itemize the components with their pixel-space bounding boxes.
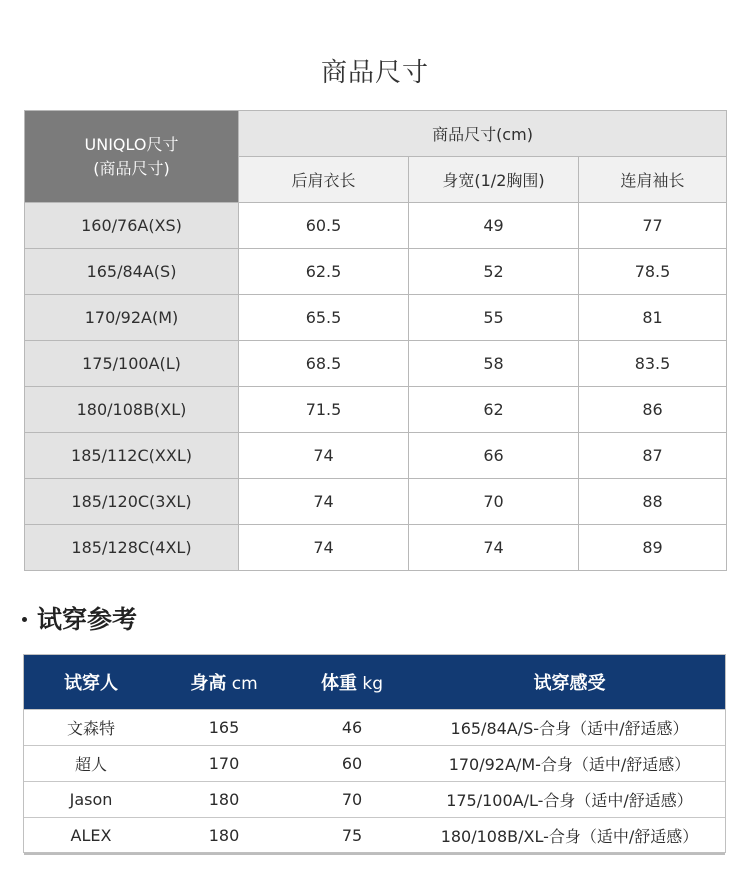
table-row [25,249,727,295]
table-cell: 87 [579,433,727,479]
table-cell: 60.5 [239,203,409,249]
size-label: 165/84A(S) [25,249,239,295]
header-unit: kg [356,674,384,694]
table-cell: 52 [409,249,579,295]
table-cell: 165 [158,710,290,746]
corner-line-1: UNIQLO尺寸 [84,134,179,154]
table-row [24,818,725,855]
table-cell: 81 [579,295,727,341]
table-cell: 175/100A/L-合身（适中/舒适感） [414,782,725,818]
table-cell: 89 [579,525,727,571]
table-cell: 170 [158,746,290,782]
size-label: 170/92A(M) [25,295,239,341]
size-label: 175/100A(L) [25,341,239,387]
table-cell: 88 [579,479,727,525]
tryon-table [24,655,725,855]
table-cell: 74 [239,433,409,479]
table-cell: 46 [290,710,414,746]
size-label: 180/108B(XL) [25,387,239,433]
table-row [25,387,727,433]
table-cell: 83.5 [579,341,727,387]
column-header-back-length: 后肩衣长 [239,157,409,203]
table-cell: 49 [409,203,579,249]
table-cell: 66 [409,433,579,479]
table-cell: 78.5 [579,249,727,295]
table-cell: 180/108B/XL-合身（适中/舒适感） [414,818,725,855]
column-header-body-width: 身宽(1/2胸围) [409,157,579,203]
table-cell: 74 [239,525,409,571]
size-label: 185/128C(4XL) [25,525,239,571]
table-cell: 55 [409,295,579,341]
size-chart-group-header: 商品尺寸(cm) [239,111,727,157]
corner-line-2: (商品尺寸) [93,158,170,178]
size-label: 185/112C(XXL) [25,433,239,479]
table-row [25,433,727,479]
table-cell: 超人 [24,746,158,782]
table-cell: 68.5 [239,341,409,387]
table-cell: 71.5 [239,387,409,433]
table-row [25,479,727,525]
table-cell: 65.5 [239,295,409,341]
table-cell: 74 [239,479,409,525]
table-cell: 70 [290,782,414,818]
table-cell: 170/92A/M-合身（适中/舒适感） [414,746,725,782]
table-cell: Jason [24,782,158,818]
table-row [25,525,727,571]
table-cell: 180 [158,782,290,818]
table-cell: 77 [579,203,727,249]
tryon-section-heading [22,600,137,636]
table-cell: 75 [290,818,414,855]
bullet-dot-icon [22,617,27,622]
column-header-sleeve-length: 连肩袖长 [579,157,727,203]
header-label: 试穿感受 [533,673,606,694]
header-label: 试穿人 [64,673,118,694]
header-unit: cm [226,674,258,694]
table-row [24,782,725,818]
table-cell: 74 [409,525,579,571]
table-cell: 62.5 [239,249,409,295]
header-label: 体重 [320,673,357,694]
table-row [25,341,727,387]
table-cell: 70 [409,479,579,525]
table-cell: 86 [579,387,727,433]
table-row [24,746,725,782]
page-title: 商品尺寸 [320,58,429,88]
table-row [25,203,727,249]
table-cell: 60 [290,746,414,782]
table-cell: 165/84A/S-合身（适中/舒适感） [414,710,725,746]
size-chart-table [24,110,727,571]
header-label: 身高 [190,673,227,694]
tryon-header-height [158,655,290,710]
tryon-header-weight [290,655,414,710]
table-cell: 180 [158,818,290,855]
table-row [24,710,725,746]
tryon-header-person [24,655,158,710]
tryon-heading-text: 试穿参考 [37,605,138,634]
table-cell: ALEX [24,818,158,855]
table-cell: 58 [409,341,579,387]
size-label: 160/76A(XS) [25,203,239,249]
table-cell: 文森特 [24,710,158,746]
table-cell: 62 [409,387,579,433]
size-label: 185/120C(3XL) [25,479,239,525]
table-row [25,295,727,341]
tryon-header-row [24,655,725,710]
size-chart-corner-header [25,111,239,203]
tryon-header-feedback [414,655,725,710]
